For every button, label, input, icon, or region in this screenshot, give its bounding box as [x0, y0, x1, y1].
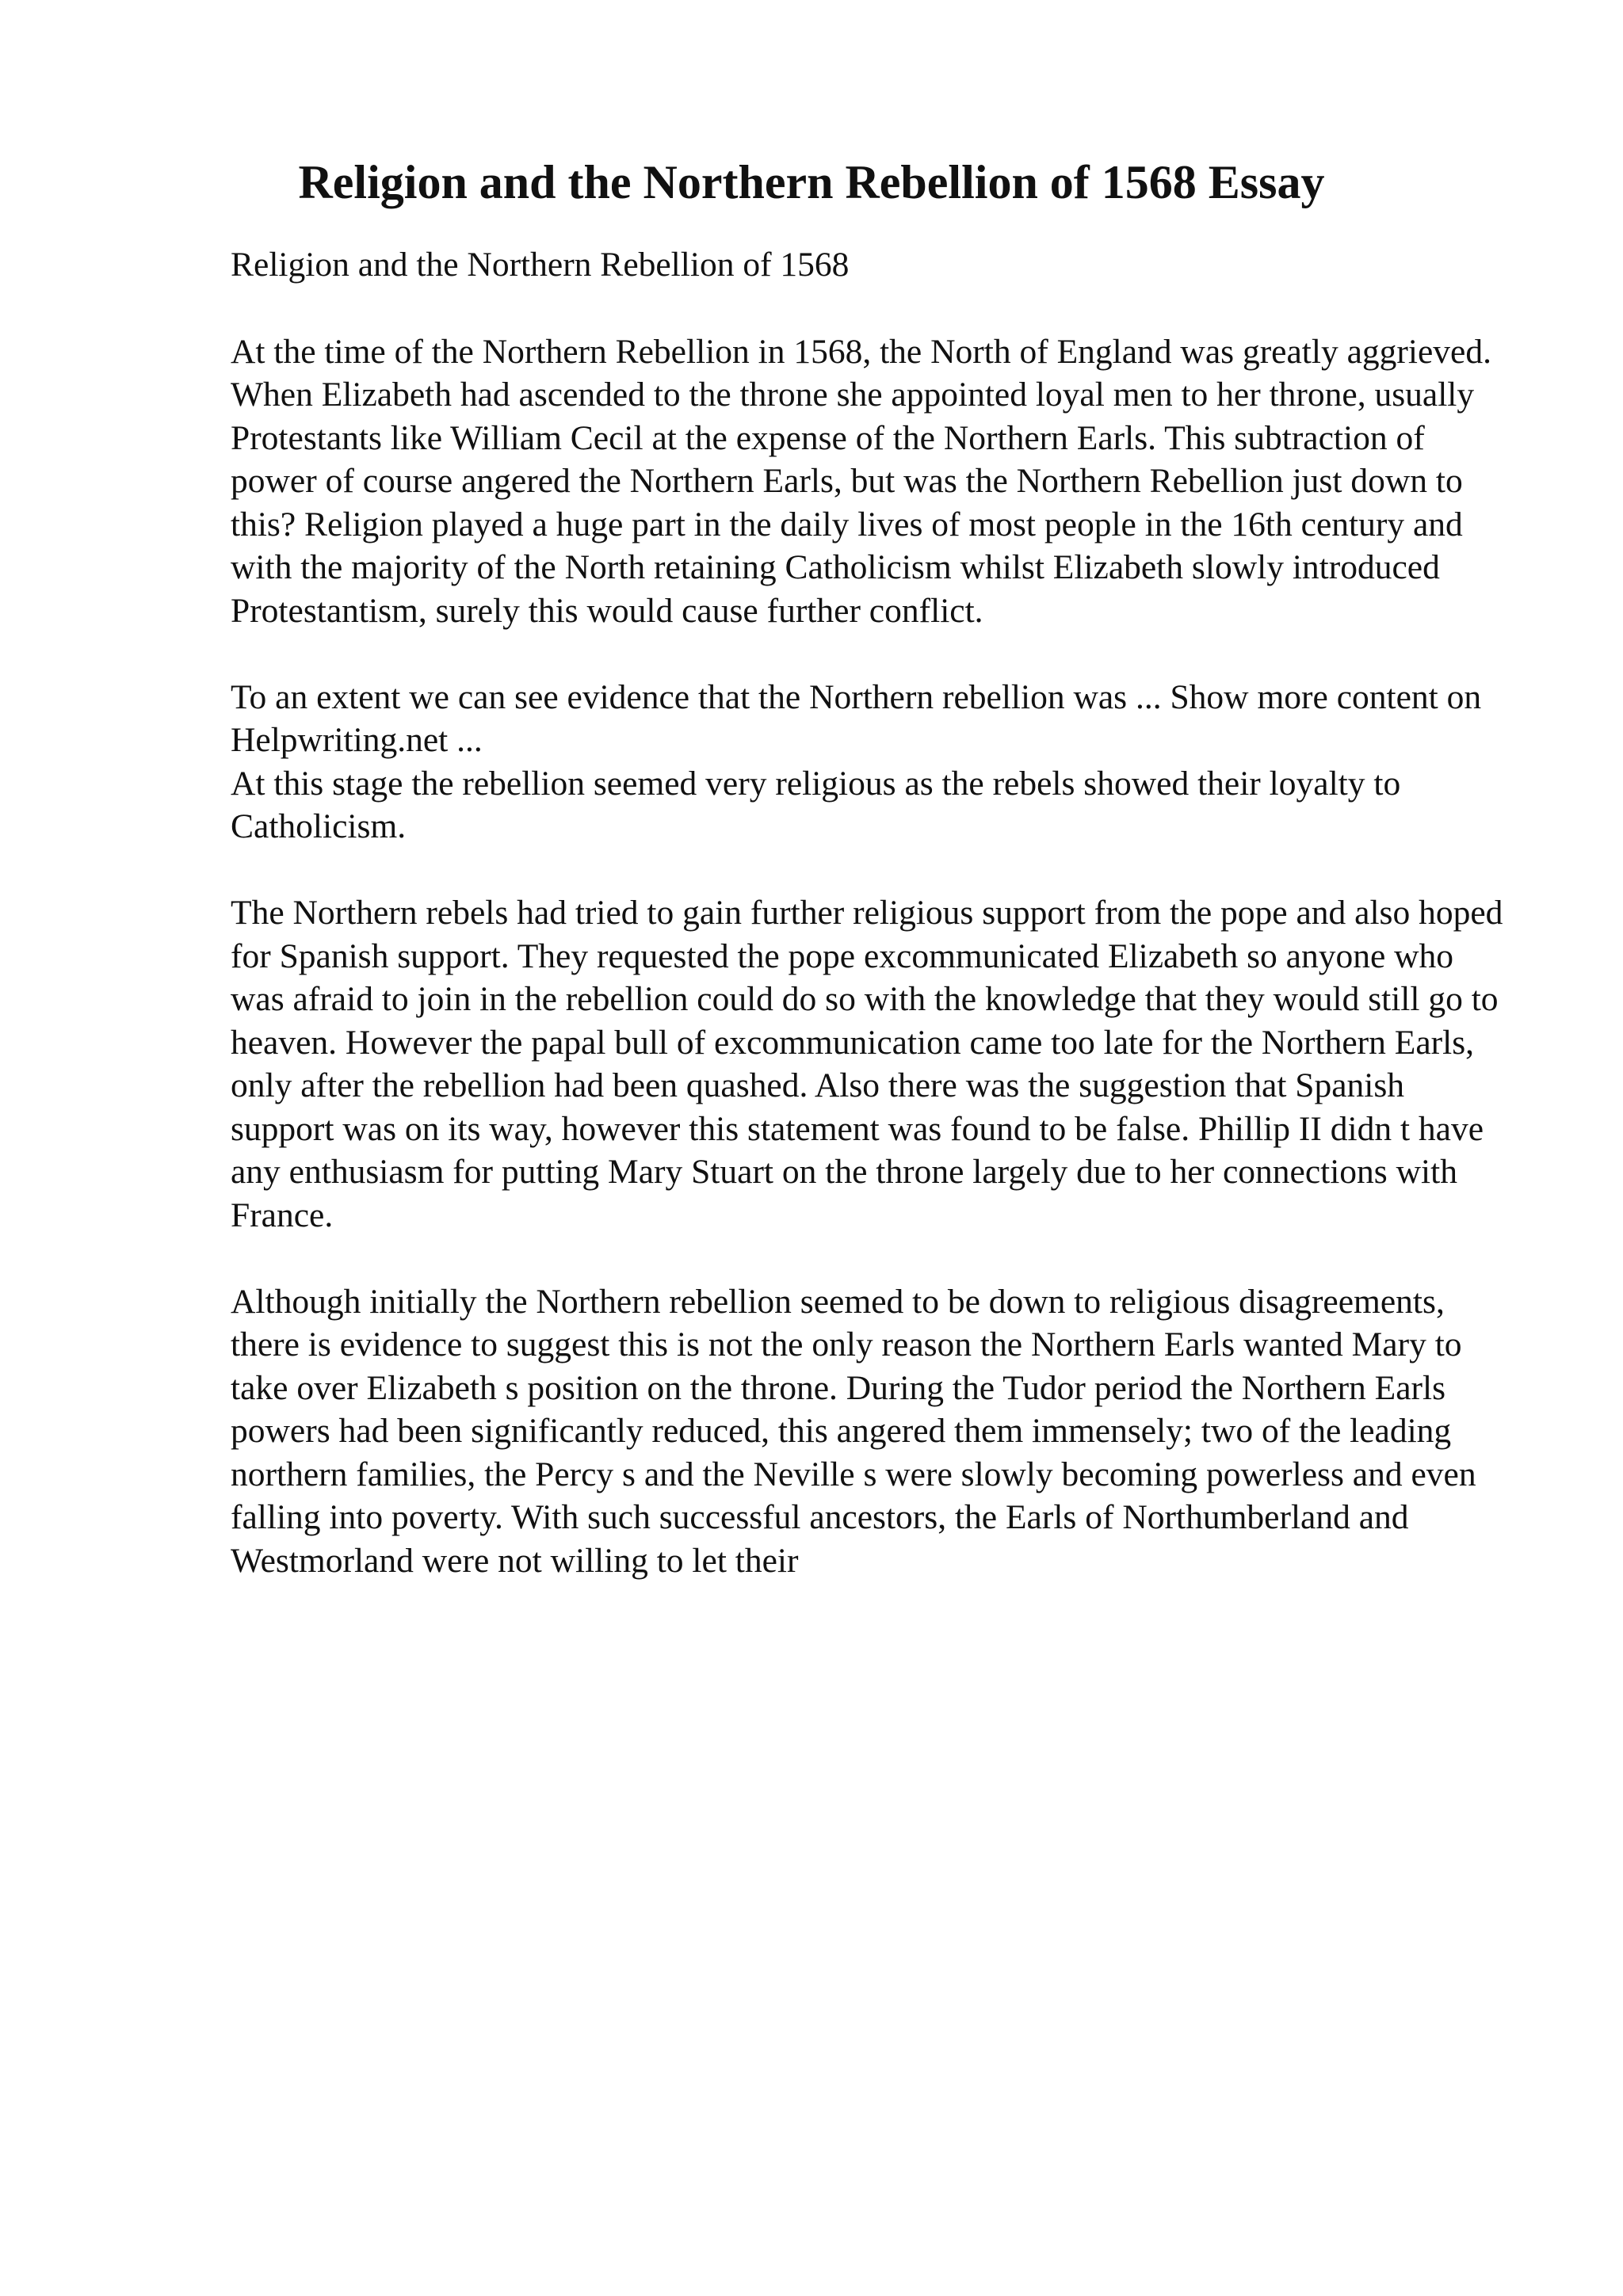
paragraph-1: At the time of the Northern Rebellion in 1568, the North of England was greatly aggrieved. When Elizabeth had ascended to the throne she appointed loyal men to her throne, usually Protestants like William Cecil at the expense of the Northern Earls. This subtraction of power of course angered the Northern Earls, but was the Northern Rebellion just down to this? Religion played a huge part in the daily lives of most people in the 16th century and with the majority of the North retaining Catholicism whilst Elizabeth slowly introduced Protestantism, surely this would cause further conflict.: [231, 332, 1491, 630]
page-title: Religion and the Northern Rebellion of 1568 Essay: [298, 156, 1325, 208]
paragraph-2-preview: To an extent we can see evidence that the Northern rebellion was ... Show more content on Helpwriting.net ...: [231, 677, 1482, 759]
essay-subtitle: Religion and the Northern Rebellion of 1568: [231, 246, 850, 284]
paragraph-5: Although initially the Northern rebellion seemed to be down to religious disagreements, there is evidence to suggest this is not the only reason the Northern Earls wanted Mary to take over Elizabeth s position on the throne. During the Tudor period the Northern Earls powers had been significantly reduced, this angered them immensely; two of the leading northern families, the Percy s and the Neville s were slowly becoming powerless and even falling into poverty. With such successful ancestors, the Earls of Northumberland and Westmorland were not willing to let their: [231, 1282, 1476, 1580]
paragraph-3: At this stage the rebellion seemed very religious as the rebels showed their loyalty to Catholicism.: [231, 764, 1401, 845]
paragraph-4: The Northern rebels had tried to gain further religious support from the pope and also hoped for Spanish support. They requested the pope excommunicated Elizabeth so anyone who was afraid to join in the rebellion could do so with the knowledge that they would still go to heaven. However the papal bull of excommunication came too late for the Northern Earls, only after the rebellion had been quashed. Also there was the suggestion that Spanish support was on its way, however this statement was found to be false. Phillip II didn t have any enthusiasm for putting Mary Stuart on the throne largely due to her connections with France.: [231, 894, 1503, 1234]
essay-body: [231, 243, 1514, 1582]
